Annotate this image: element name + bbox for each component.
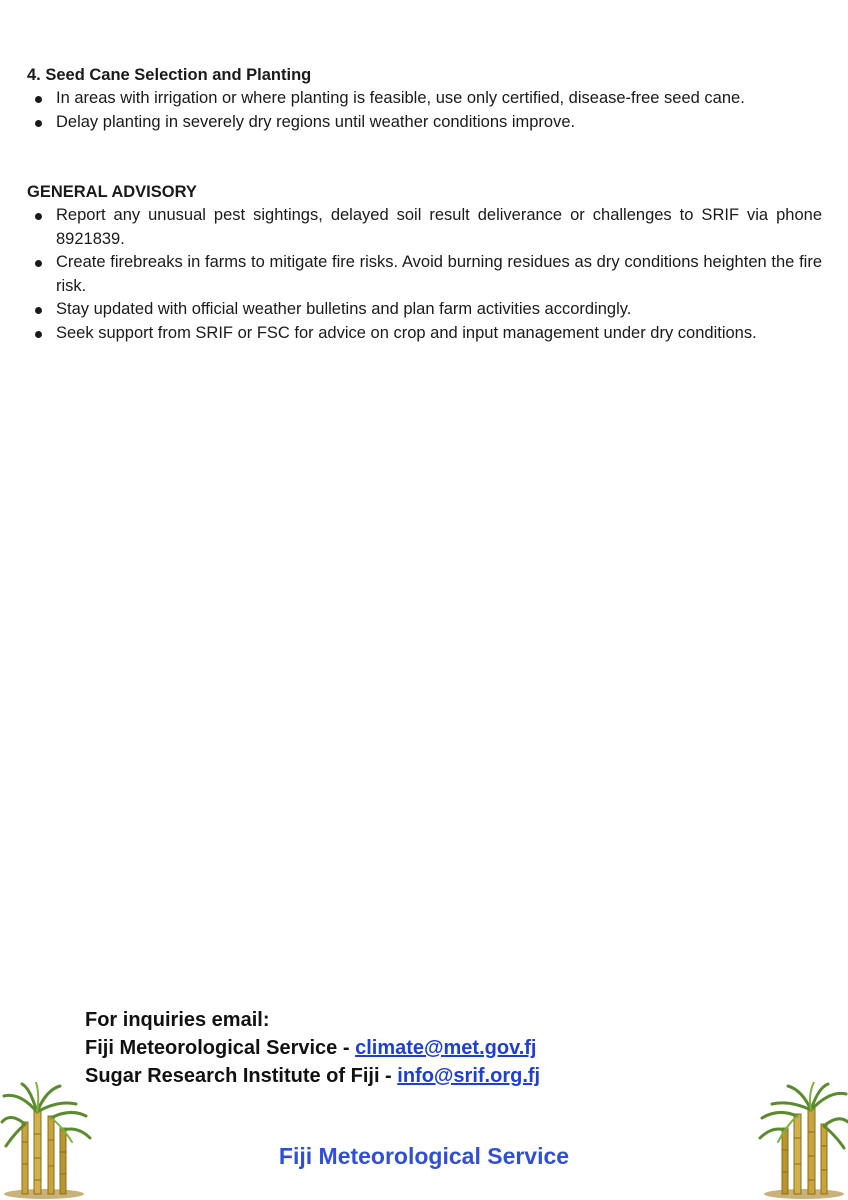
footer-organization: Fiji Meteorological Service: [278, 1143, 570, 1169]
contact-line-fms: Fiji Meteorological Service - climate@met.gov.fj: [85, 1037, 537, 1059]
contact-line-srif: Sugar Research Institute of Fiji - info@srif.org.fj: [85, 1065, 541, 1087]
bullet-icon: [35, 260, 42, 267]
bullet-list: [27, 87, 822, 134]
sugarcane-plant-icon: [0, 1082, 92, 1200]
bullet-icon: [35, 307, 42, 314]
contact-heading: For inquiries email:: [85, 1009, 270, 1031]
general-advisory-section: [27, 180, 822, 345]
srif-email-link[interactable]: info@srif.org.fj: [397, 1065, 541, 1087]
bullet-list: [27, 204, 822, 345]
list-item: In areas with irrigation or where planting is feasible, use only certified, disease-free seed cane.: [27, 87, 822, 111]
fms-email-link[interactable]: climate@met.gov.fj: [355, 1037, 537, 1059]
list-item: Stay updated with official weather bulletins and plan farm activities accordingly.: [27, 298, 822, 322]
sugarcane-plant-icon: [758, 1082, 848, 1200]
section-title: GENERAL ADVISORY: [27, 183, 197, 201]
list-item: Report any unusual pest sightings, delayed soil result deliverance or challenges to SRIF via phone 8921839.: [27, 204, 822, 251]
bullet-icon: [35, 331, 42, 338]
seed-cane-section: [27, 63, 822, 134]
bullet-icon: [35, 120, 42, 127]
bullet-icon: [35, 213, 42, 220]
contact-block: [85, 1006, 540, 1090]
list-item: Seek support from SRIF or FSC for advice on crop and input management under dry conditions.: [27, 322, 822, 346]
bullet-icon: [35, 96, 42, 103]
section-title: 4. Seed Cane Selection and Planting: [27, 66, 312, 84]
list-item: Delay planting in severely dry regions until weather conditions improve.: [27, 111, 822, 135]
list-item: Create firebreaks in farms to mitigate fire risks. Avoid burning residues as dry conditions heighten the fire risk.: [27, 251, 822, 298]
